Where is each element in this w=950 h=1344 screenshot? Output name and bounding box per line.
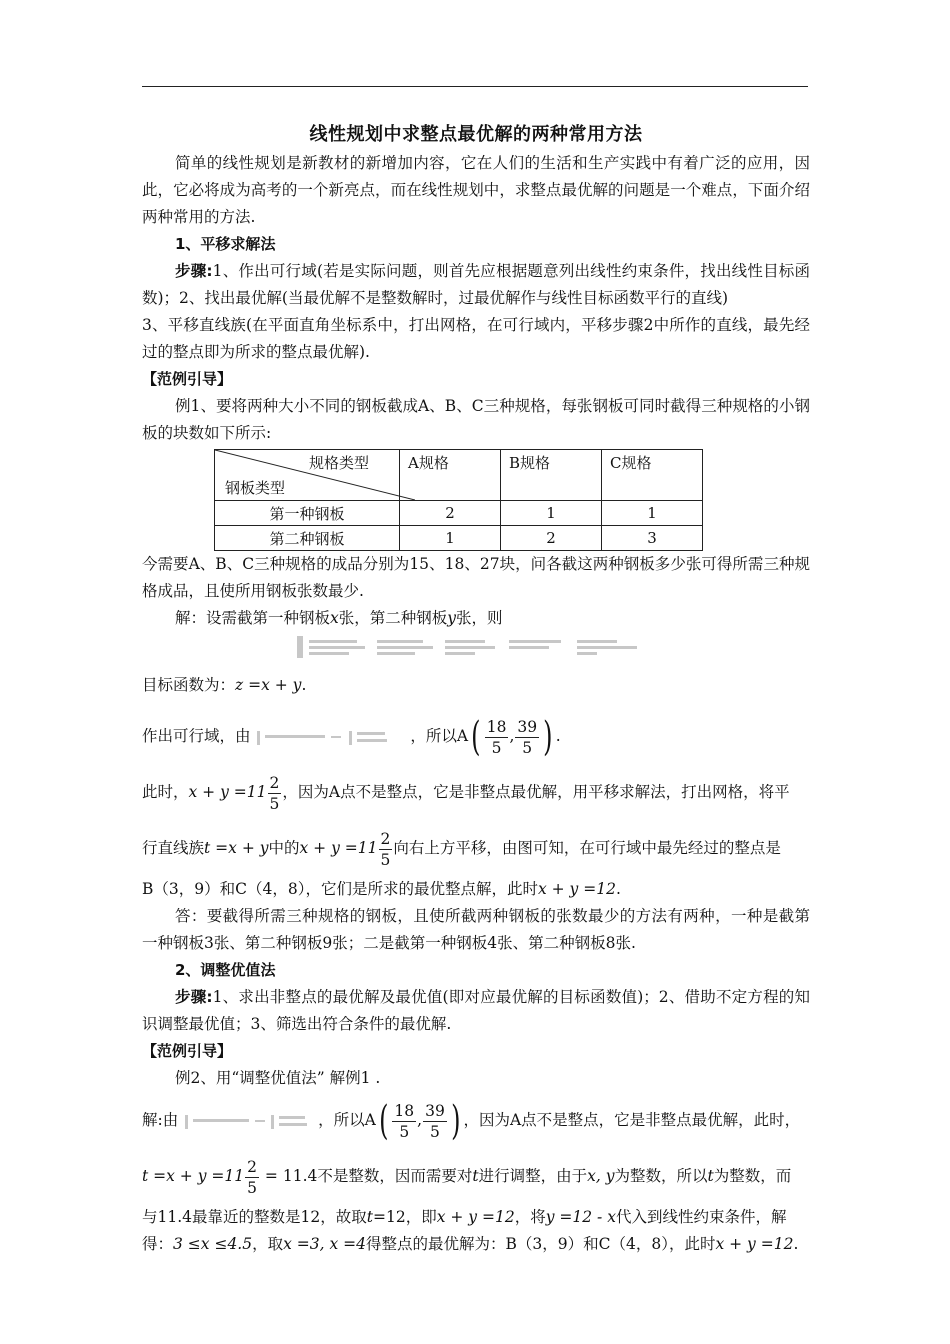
document-page (142, 120, 810, 1258)
mixed-fraction (268, 773, 282, 814)
result-expression: x + y =12 (715, 1235, 794, 1253)
var-x: x (330, 609, 339, 627)
example-tag-2: 【范例引导】 (142, 1042, 233, 1060)
steps-label: 步骤: (175, 988, 213, 1006)
denominator: 5 (269, 794, 280, 813)
table-cell: 2 (400, 501, 501, 526)
steps-label: 步骤: (175, 262, 213, 280)
numerator: 39 (425, 1101, 445, 1120)
objective-label: 目标函数为： (142, 676, 236, 694)
solution-text: ，所以A (318, 1111, 376, 1129)
page-title: 线性规划中求整点最优解的两种常用方法 (309, 124, 643, 145)
integer-points-expression: x + y =12 (537, 880, 616, 898)
table-cell: 1 (602, 501, 703, 526)
table-cell: 1 (400, 526, 501, 551)
mixed-fraction (379, 829, 393, 870)
var-y: y (447, 609, 457, 627)
feasible-line (142, 708, 810, 764)
intro-paragraph: 简单的线性规划是新教材的新增加内容，它在人们的生活和生产实践中有着广泛的应用，因此，它必将成为高考的一个新亮点，而在线性规划中，求整点最优解的问题是一个难点，下面介绍两种常用的方法. (142, 154, 810, 226)
t-expression: t =x + y =11 (142, 1167, 245, 1185)
adjust-text: 为整数，所以 (614, 1167, 708, 1185)
nearest-text: =12，即 (372, 1208, 437, 1226)
denominator: 5 (522, 738, 533, 757)
numerator: 39 (517, 717, 538, 736)
diag-bottom-label: 钢板类型 (225, 479, 286, 497)
solution-text: 解:由 (142, 1111, 179, 1129)
comma: , (509, 727, 515, 745)
adjust-text: 进行调整，由于 (478, 1167, 588, 1185)
blurred-constraints-formula (287, 632, 667, 662)
numerator: 18 (486, 717, 507, 736)
translate-line (142, 820, 810, 876)
result-text: 得整点的最优解为：B（3，9）和C（4，8），此时 (366, 1235, 716, 1253)
denominator: 5 (380, 850, 391, 869)
steps-paragraph-2 (142, 984, 810, 1038)
solution-line (142, 605, 810, 632)
values-expression: x =3, x =4 (283, 1235, 367, 1253)
fraction-y (515, 717, 539, 758)
example-tag-1: 【范例引导】 (142, 370, 233, 388)
example-1-text: 例1、要将两种大小不同的钢板截成A、B、C三种规格，每张钢板可同时截得三种规格的小钢板的块数如下所示: (142, 397, 810, 442)
section-heading-2: 2、调整优值法 (175, 961, 276, 979)
numerator: 2 (380, 829, 391, 848)
translate-text: 向右上方平移，由图可知，在可行域中最先经过的整点是 (393, 839, 781, 857)
result-line (142, 1231, 810, 1258)
table-cell: 1 (501, 501, 602, 526)
translate-text: 中的 (268, 839, 300, 857)
var-t: t (707, 1167, 714, 1185)
solution-text: 张，则 (456, 609, 503, 627)
objective-expression: z =x + y (235, 676, 302, 694)
fraction-y (423, 1101, 447, 1142)
right-paren: ) (543, 714, 553, 760)
line-family-expression: t =x + y (204, 839, 269, 857)
table-row (215, 501, 703, 526)
solution-2-line (142, 1092, 810, 1148)
numerator: 2 (247, 1157, 257, 1176)
nearest-expression: x + y =12 (436, 1208, 515, 1226)
section-heading-1: 1、平移求解法 (175, 235, 276, 253)
adjust-text: = 11.4不是整数，因而需要对 (260, 1167, 473, 1185)
table-cell: 3 (602, 526, 703, 551)
solution-text: ，因为A点不是整点，它是非整点最优解，此时， (463, 1111, 801, 1129)
denominator: 5 (430, 1122, 440, 1141)
mixed-fraction (245, 1157, 259, 1198)
translate-text: 行直线族 (142, 839, 205, 857)
constraints-image (142, 632, 810, 662)
inequality-expression: 3 ≤x ≤4.5 (173, 1235, 253, 1253)
blurred-system-formula (255, 727, 405, 747)
adjust-text: 为整数，而 (713, 1167, 792, 1185)
step3-paragraph: 3、平移直线族(在平面直角坐标系中，打出网格，在可行域内，平移步骤2中所作的直线，最先经过的整点即为所求的整点最优解). (142, 316, 810, 361)
nearest-text: 与11.4最靠近的整数是12，故取 (142, 1208, 367, 1226)
feasible-text: ，所以A (410, 727, 469, 745)
left-paren: ( (471, 714, 481, 760)
adjust-line (142, 1148, 810, 1204)
fraction-x (392, 1101, 416, 1142)
col-header-a: A规格 (400, 450, 501, 501)
feasible-text: 作出可行域，由 (142, 727, 251, 745)
denominator: 5 (399, 1122, 410, 1141)
blurred-system-formula (183, 1111, 313, 1131)
denominator: 5 (247, 1178, 257, 1197)
spec-table (214, 449, 703, 551)
solution-text: 张，第二种钢板 (338, 609, 448, 627)
nearest-text: ，将 (514, 1208, 546, 1226)
optimum-expression: x + y =11 (188, 783, 267, 801)
var-t: t (366, 1208, 373, 1226)
optimum-text: ，因为A点不是整点，它是非整点最优解，用平移求解法，打出网格，将平 (282, 783, 790, 801)
diag-top-label: 规格类型 (308, 454, 369, 472)
denominator: 5 (491, 738, 502, 757)
table-row (215, 526, 703, 551)
steps-text: 1、作出可行域(若是实际问题，则首先应根据题意列出线性约束条件，找出线性目标函数)；2、找出最优解(当最优解不是整数解时，过最优解作与线性目标函数平行的直线) (142, 262, 810, 307)
integer-points-text: B（3，9）和C（4，8），它们是所求的最优整点解，此时 (142, 880, 538, 898)
result-text: 得： (142, 1235, 174, 1253)
answer-paragraph: 答：要截得所需三种规格的钢板，且使所截两种钢板的张数最少的方法有两种，一种是截第一种钢板3张、第二种钢板9张；二是截第一种钢板4张、第二种钢板8张. (142, 907, 810, 952)
fraction-x (485, 717, 509, 758)
table-cell: 2 (501, 526, 602, 551)
col-header-b: B规格 (501, 450, 602, 501)
objective-dot: . (301, 676, 307, 694)
row-label: 第二种钢板 (215, 526, 400, 551)
var-t: t (472, 1167, 479, 1185)
row-label: 第一种钢板 (215, 501, 400, 526)
table-header-row (215, 450, 703, 501)
result-end: . (793, 1235, 799, 1253)
comma: , (417, 1111, 423, 1129)
feasible-end: . (555, 727, 561, 745)
steps-text: 1、求出非整点的最优解及最优值(即对应最优解的目标函数值)；2、借助不定方程的知识调整最优值；3、筛选出符合条件的最优解. (142, 988, 810, 1033)
nearest-line (142, 1204, 810, 1231)
header-rule (142, 86, 808, 87)
objective-line (142, 662, 810, 708)
optimum-line (142, 764, 810, 820)
requirement-paragraph: 今需要A、B、C三种规格的成品分别为15、18、27块，问各截这两种钢板多少张可得所需三种规格成品，且使所用钢板张数最少. (142, 555, 810, 600)
col-header-c: C规格 (602, 450, 703, 501)
optimum-text: 此时， (142, 783, 189, 801)
right-paren: ) (450, 1098, 461, 1144)
example-2-text: 例2、用“调整优值法” 解例1 . (175, 1069, 381, 1087)
solution-text: 解：设需截第一种钢板 (175, 609, 331, 627)
steps-paragraph-1 (142, 258, 810, 312)
numerator: 18 (394, 1101, 415, 1120)
var-xy: x, y (587, 1167, 615, 1185)
integer-points-end: . (615, 880, 621, 898)
integer-points-line (142, 876, 810, 903)
left-paren: ( (378, 1098, 389, 1144)
numerator: 2 (269, 773, 280, 792)
line-expression: x + y =11 (299, 839, 378, 857)
nearest-text: 代入到线性约束条件，解 (615, 1208, 787, 1226)
result-text: ，取 (252, 1235, 284, 1253)
diagonal-header-cell (215, 450, 400, 501)
substitution-expression: y =12 - x (545, 1208, 616, 1226)
